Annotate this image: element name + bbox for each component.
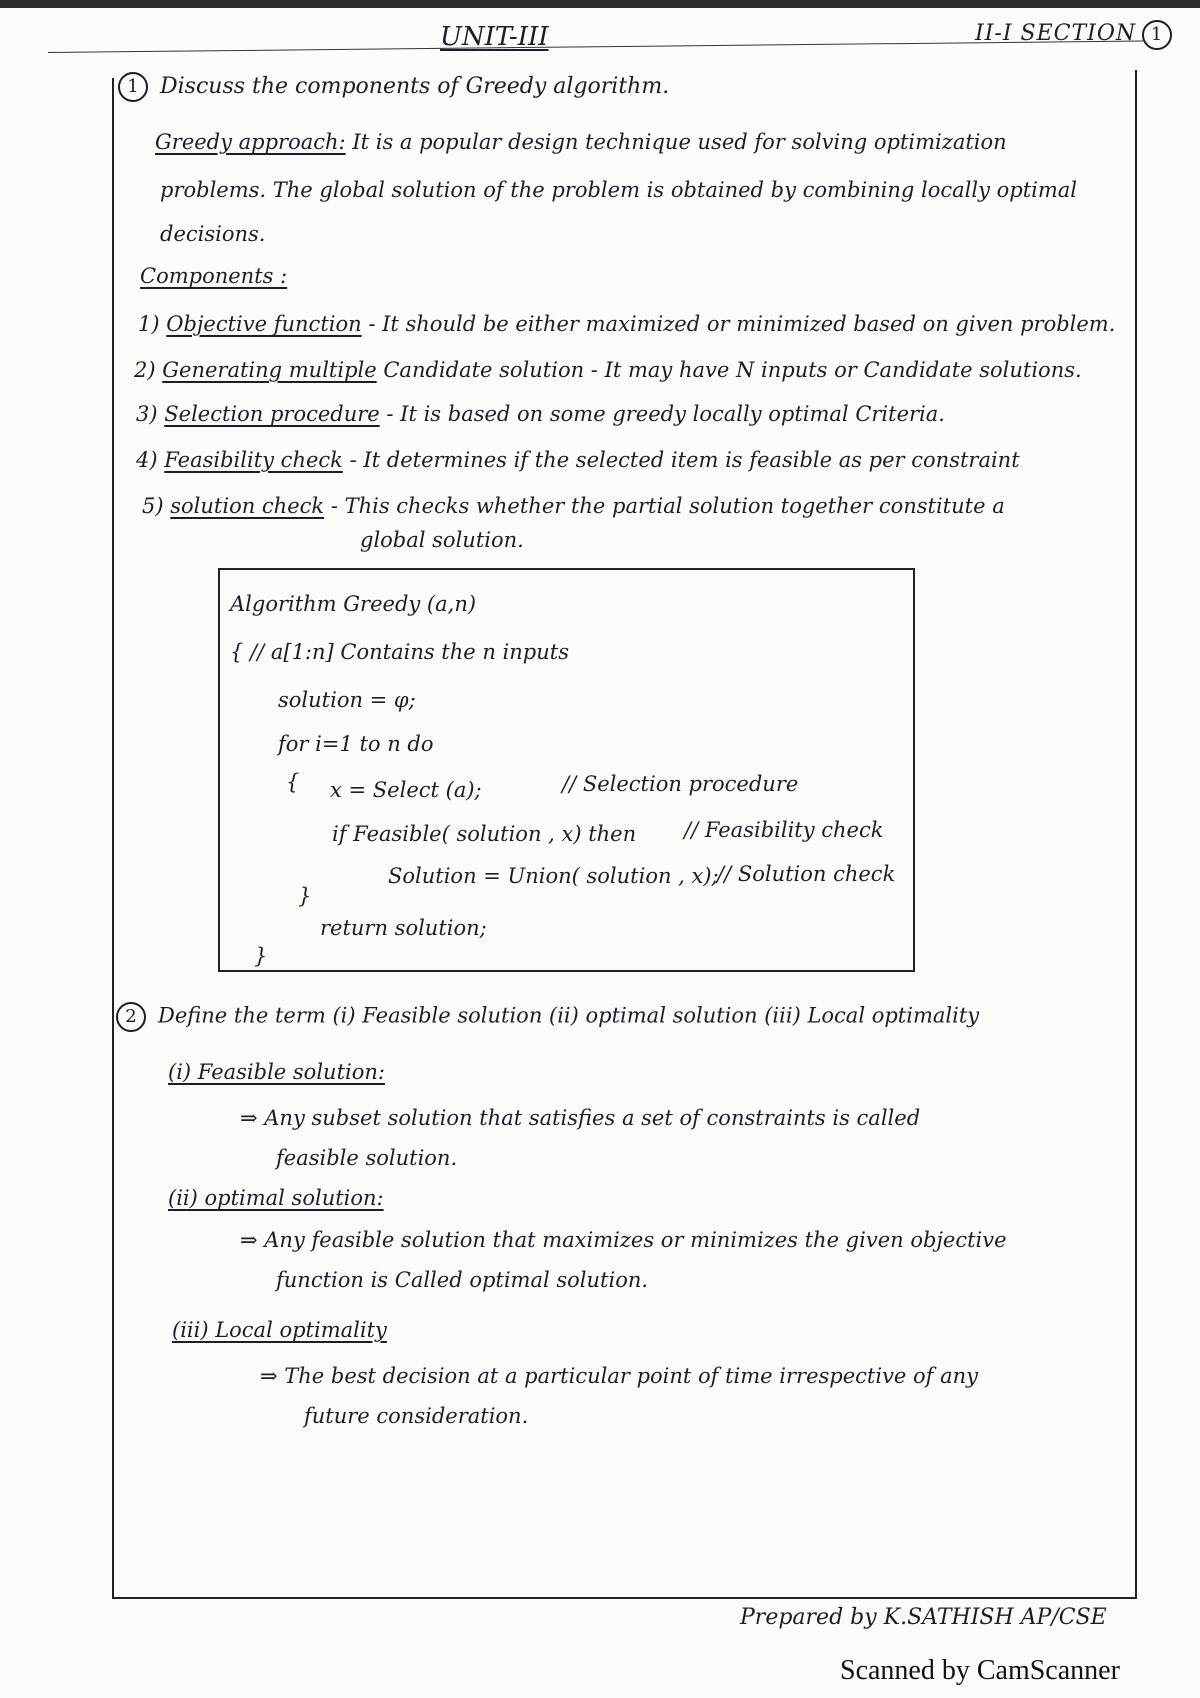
algo-line: x = Select (a); (330, 778, 482, 802)
component-number: 2) (134, 358, 156, 382)
greedy-intro-line-1 (155, 130, 1007, 154)
component-item (134, 358, 1082, 382)
component-number: 5) (142, 494, 164, 518)
component-name: Generating multiple (162, 358, 377, 382)
section-heading (975, 20, 1172, 50)
component-item (138, 312, 1115, 336)
component-name: Objective function (166, 312, 362, 336)
algo-line: for i=1 to n do (278, 732, 434, 756)
camscanner-watermark: Scanned by CamScanner (840, 1655, 1120, 1686)
greedy-intro-line-2: problems. The global solution of the problem is obtained by combining locally optimal (160, 178, 1078, 202)
algo-comment: // Solution check (717, 862, 896, 886)
algo-line: solution = φ; (278, 688, 416, 712)
question-1-text: Discuss the components of Greedy algorithm. (160, 74, 670, 99)
component-name: Feasibility check (164, 448, 343, 472)
algo-line: } (254, 944, 268, 968)
algo-line: Algorithm Greedy (a,n) (230, 592, 477, 616)
component-text: - It should be either maximized or minimized based on given problem. (368, 312, 1116, 336)
component-item (142, 494, 1005, 518)
question-2-text: Define the term (i) Feasible solution (ii) optimal solution (iii) Local optimality (158, 1003, 980, 1028)
algo-line: { // a[1:n] Contains the n inputs (230, 640, 569, 664)
algo-line: Solution = Union( solution , x); (388, 864, 719, 888)
component-item (136, 402, 945, 426)
question-1-number: 1 (118, 72, 148, 102)
definition-label: (iii) Local optimality (172, 1318, 387, 1342)
prepared-by: Prepared by K.SATHISH AP/CSE (740, 1605, 1107, 1630)
component-name: Selection procedure (164, 402, 380, 426)
definition-line: ⇒ The best decision at a particular point of time irrespective of any (260, 1364, 979, 1388)
question-1 (118, 72, 669, 102)
algo-line: return solution; (320, 916, 487, 940)
definition-line: feasible solution. (276, 1146, 458, 1170)
algorithm-box (218, 568, 915, 972)
component-text: - This checks whether the partial solution together constitute a (330, 494, 1005, 518)
component-number: 4) (136, 448, 158, 472)
page-bottom-border (112, 1597, 1137, 1599)
scan-top-edge (0, 0, 1200, 8)
component-text: - It determines if the selected item is feasible as per constraint (349, 448, 1020, 472)
greedy-approach-label: Greedy approach: (155, 130, 346, 154)
components-heading: Components : (140, 264, 288, 288)
algo-line: { (286, 770, 300, 794)
component-number: 1) (138, 312, 160, 336)
definition-line: function is Called optimal solution. (276, 1268, 649, 1292)
algo-comment: // Selection procedure (562, 772, 799, 796)
definition-line: ⇒ Any subset solution that satisfies a set of constraints is called (240, 1106, 921, 1130)
component-number: 3) (136, 402, 158, 426)
question-2-number: 2 (116, 1002, 146, 1032)
greedy-intro-line-3: decisions. (160, 222, 266, 246)
definition-line: ⇒ Any feasible solution that maximizes or minimizes the given objective (240, 1228, 1007, 1252)
component-name: solution check (170, 494, 325, 518)
definition-label: (ii) optimal solution: (168, 1186, 384, 1210)
definition-line: future consideration. (304, 1404, 529, 1428)
component-text: Candidate solution - It may have N inputs or Candidate solutions. (383, 358, 1082, 382)
algo-line: if Feasible( solution , x) then (332, 822, 637, 846)
unit-heading: UNIT-III (440, 22, 549, 52)
greedy-intro-text-1: It is a popular design technique used for solving optimization (352, 130, 1007, 154)
algo-line: } (298, 884, 312, 908)
definition-label: (i) Feasible solution: (168, 1060, 385, 1084)
algo-comment: // Feasibility check (684, 818, 884, 842)
page-right-border (1135, 70, 1137, 1598)
component-text: - It is based on some greedy locally optimal Criteria. (386, 402, 945, 426)
component-5-continuation: global solution. (360, 528, 524, 552)
page-left-border (112, 78, 114, 1598)
question-2 (116, 1002, 979, 1032)
component-item (136, 448, 1020, 472)
page-number: 1 (1142, 20, 1172, 50)
section-label: II-I SECTION (975, 21, 1137, 46)
